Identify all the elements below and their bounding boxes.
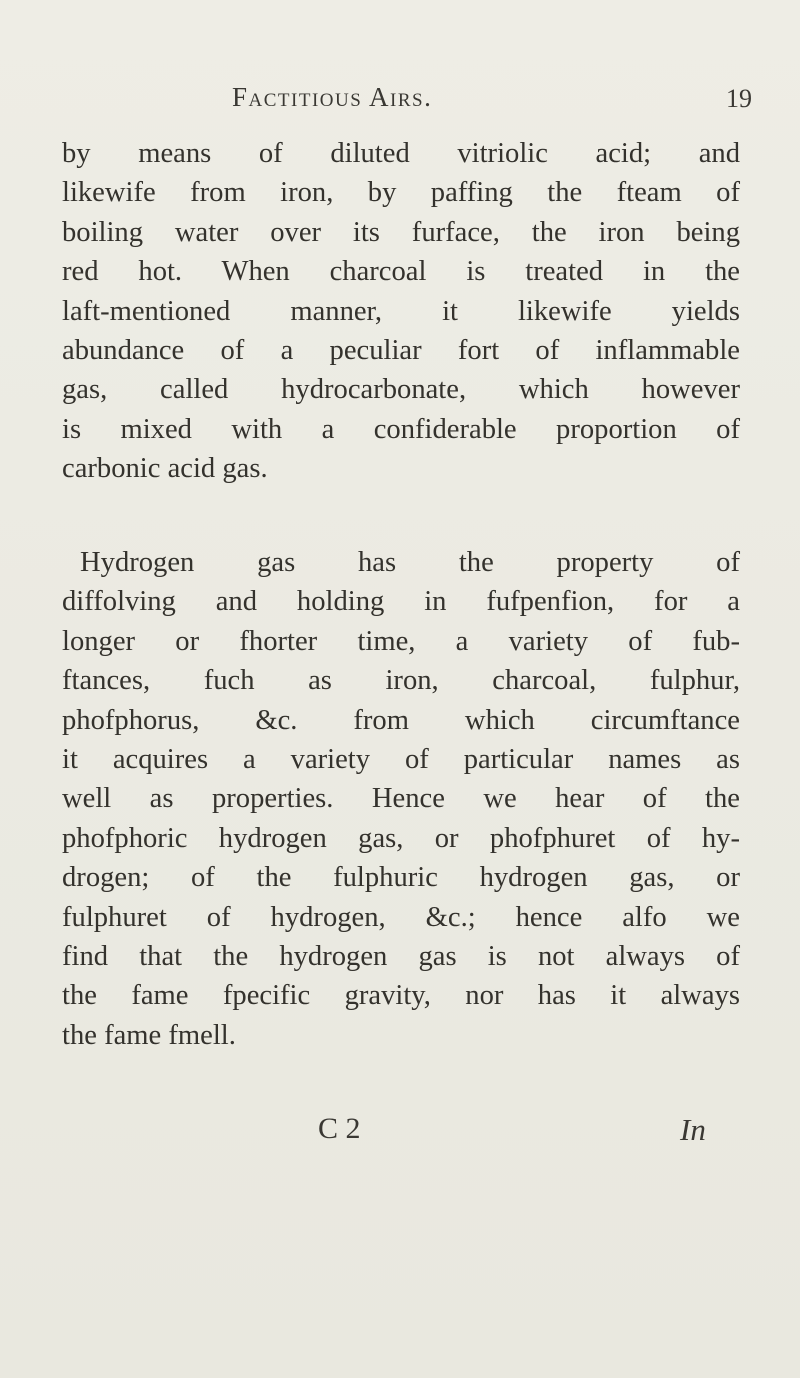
catchword: In	[680, 1112, 706, 1147]
text-line-lead: Hydrogen gas has the property of	[80, 547, 740, 578]
text-line: phofphoric hydrogen gas, or phofphuret of hy-	[62, 822, 740, 854]
text-line: boiling water over its furface, the iron being	[62, 216, 740, 248]
text-line: diffolving and holding in fufpenfion, for a	[62, 586, 740, 618]
text-line: fulphuret of hydrogen, &c.; hence alfo we	[62, 901, 740, 933]
text-line: phofphorus, &c. from which circumftance	[62, 704, 740, 736]
text-line: abundance of a peculiar fort of inflammable	[62, 334, 740, 366]
text-line: is mixed with a confiderable proportion of	[62, 413, 740, 445]
text-line: find that the hydrogen gas is not always of	[62, 940, 740, 972]
text-line: well as properties. Hence we hear of the	[62, 783, 740, 815]
text-line: longer or fhorter time, a variety of fub-	[62, 625, 740, 657]
running-title: Factitious Airs.	[232, 82, 433, 112]
text-line: by means of diluted vitriolic acid; and	[62, 138, 740, 169]
paragraph-1	[62, 134, 740, 489]
text-line: it acquires a variety of particular names as	[62, 743, 740, 775]
text-line: carbonic acid gas.	[62, 453, 268, 485]
text-line: drogen; of the fulphuric hydrogen gas, or	[62, 862, 740, 894]
page-header	[0, 78, 800, 128]
text-line: laft-mentioned manner, it likewife yields	[62, 295, 740, 327]
text-line: the fame fpecific gravity, nor has it always	[62, 980, 740, 1012]
text-line: gas, called hydrocarbonate, which however	[62, 374, 740, 406]
paragraph-2	[62, 543, 740, 1055]
text-line: red hot. When charcoal is treated in the	[62, 256, 740, 288]
text-line: likewife from iron, by paffing the fteam of	[62, 177, 740, 209]
text-line: ftances, fuch as iron, charcoal, fulphur,	[62, 665, 740, 697]
page-number: 19	[726, 84, 752, 113]
text-line: the fame fmell.	[62, 1019, 236, 1051]
page-footer	[0, 1112, 800, 1162]
signature-mark: C 2	[318, 1112, 361, 1145]
